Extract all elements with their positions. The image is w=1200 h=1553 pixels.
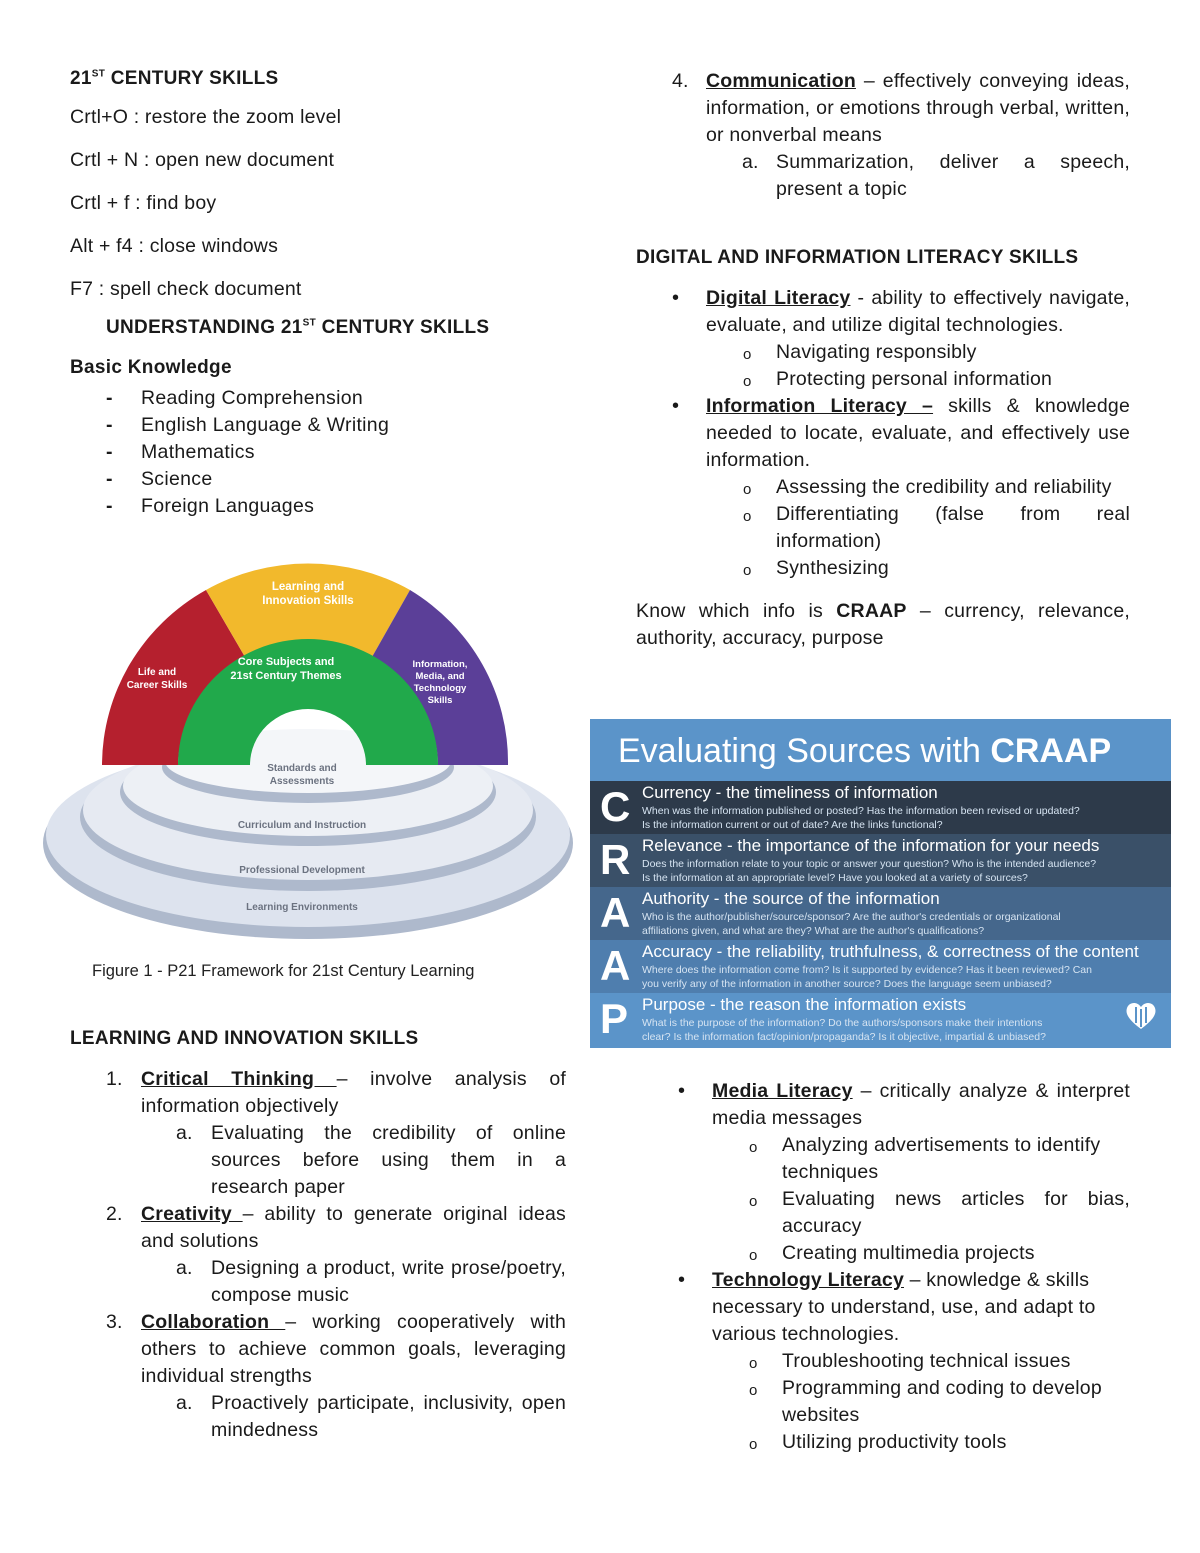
list-item: o Differentiating (false from real information) [743,503,1130,552]
learning-item-4: 4. Communication – effectively conveying ideas, information, or emotions through verbal, written, or nonverbal means a. Summarization, deliver a speech, present a topic [672,70,1130,200]
craap-infographic [590,719,1171,1048]
term-collaboration: Collaboration [141,1311,286,1333]
standards-label-2: Assessments [269,776,335,787]
list-item: - English Language & Writing [70,412,566,439]
doc-title: 21ST CENTURY SKILLS [70,68,279,89]
digital-info-heading: DIGITAL AND INFORMATION LITERACY SKILLS [636,247,1079,268]
understanding-heading: UNDERSTANDING 21ST CENTURY SKILLS [106,317,490,338]
learning-item-3: 3. Collaboration – working cooperatively with others to achieve common goals, leveraging individual strengths a. Proactively participate, inclusivity, open mindedness [106,1311,566,1441]
term-technology-literacy: Technology Literacy [712,1269,904,1291]
right-arc-label-1: Information, [412,659,468,670]
core-label-2: 21st Century Themes [230,670,342,682]
list-item: o Navigating responsibly [743,341,977,363]
learning-item-1: 1. Critical Thinking – involve analysis of information objectively a. Evaluating the credibility of online sources before using them in a research paper [106,1068,567,1198]
learning-item-2: 2. Creativity – ability to generate original ideas and solutions a. Designing a product, write prose/poetry, compose music [106,1203,566,1306]
standards-label-1: Standards and [267,763,337,774]
list-item: o Creating multimedia projects [749,1242,1035,1264]
top-arc-label-2: Innovation Skills [262,595,354,607]
craap-row-currency: C Currency - the timeliness of information When was the information published or posted? Has the information been revised or updated? Is the information current or out of date? Are the links functional? [590,781,1171,834]
top-arc-label-1: Learning and [271,581,345,593]
shortcut-1: Crtl+O : restore the zoom level [70,106,342,128]
media-literacy-item: • Media Literacy – critically analyze & interpret media messages [678,1080,1130,1129]
craap-row-purpose: P Purpose - the reason the information exists What is the purpose of the information? Do the authors/sponsors make their intentions clear? Is the information fact/opinion/propaganda? Is it objective, impartial & unbiased? [590,993,1171,1047]
basic-knowledge-heading: Basic Knowledge [70,357,232,378]
list-item: o Programming and coding to develop websites [749,1377,1102,1426]
craap-row-authority: A Authority - the source of the information Who is the author/publisher/source/sponsor? Are the author's credentials or organizational affiliations given, and what are they? What are the author's qualifications? [590,887,1171,940]
p21-framework-figure [40,555,580,985]
list-item: - Reading Comprehension [70,385,566,412]
term-critical-thinking: Critical Thinking [141,1068,337,1090]
term-information-literacy: Information Literacy – [706,395,934,417]
shortcut-3: Crtl + f : find boy [70,192,217,214]
learning-innovation-section [70,1028,566,1444]
shortcut-2: Crtl + N : open new document [70,149,335,171]
left-arc-label-2: Career Skills [126,680,188,691]
shortcut-4: Alt + f4 : close windows [70,235,279,257]
digital-literacy-item: • Digital Literacy - ability to effectively navigate, evaluate, and utilize digital technologies. [672,287,1130,336]
professional-development-label: Professional Development [239,865,365,876]
left-arc-label-1: Life and [137,667,177,678]
right-column [636,68,1130,652]
left-column [70,68,566,520]
list-item: - Mathematics [70,439,566,466]
list-item: o Assessing the credibility and reliability [743,476,1112,498]
term-media-literacy: Media Literacy [712,1080,853,1102]
list-item: o Analyzing advertisements to identify techniques [749,1134,1101,1183]
shortcut-5: F7 : spell check document [70,278,302,300]
term-digital-literacy: Digital Literacy [706,287,851,309]
right-arc-label-4: Skills [427,695,453,706]
list-item: - Science [70,466,566,493]
right-arc-label-3: Technology [413,683,467,694]
craap-title: Evaluating Sources with CRAAP [618,732,1112,770]
craap-row-accuracy: A Accuracy - the reliability, truthfulness, & correctness of the content Where does the information come from? Is it supported by evidence? Has it been reviewed? Can you verify any of the information in another source? Does the language seem unbiased? [590,940,1171,993]
learning-environments-label: Learning Environments [246,902,358,913]
figure-caption: Figure 1 - P21 Framework for 21st Century Learning [92,962,475,980]
list-item: o Protecting personal information [743,368,1053,390]
core-label-1: Core Subjects and [237,656,335,668]
term-communication: Communication [706,70,856,92]
list-item: o Troubleshooting technical issues [749,1350,1071,1372]
heart-logo-icon [1125,1001,1157,1031]
technology-literacy-item: • Technology Literacy – knowledge & skills necessary to understand, use, and adapt to various technologies. [678,1269,1096,1345]
curriculum-label: Curriculum and Instruction [237,820,367,831]
right-arc-label-2: Media, and [415,671,465,682]
basic-knowledge-list [70,385,566,520]
list-item: o Synthesizing [743,557,889,579]
list-item: - Foreign Languages [70,493,566,520]
craap-row-relevance: R Relevance - the importance of the information for your needs Does the information relate to your topic or answer your question? Who is the intended audience? Is the information at an appropriate level? Have you looked at a variety of sources? [590,834,1171,887]
term-creativity: Creativity [141,1203,243,1225]
list-item: o Utilizing productivity tools [749,1431,1007,1453]
information-literacy-item: • Information Literacy – skills & knowledge needed to locate, evaluate, and effectively use information. [672,395,1130,471]
learning-innovation-heading: LEARNING AND INNOVATION SKILLS [70,1028,419,1049]
craap-intro: Know which info is CRAAP – currency, relevance, authority, accuracy, purpose [636,600,1130,649]
right-lower [642,1078,1130,1456]
list-item: o Evaluating news articles for bias, accuracy [749,1188,1130,1237]
